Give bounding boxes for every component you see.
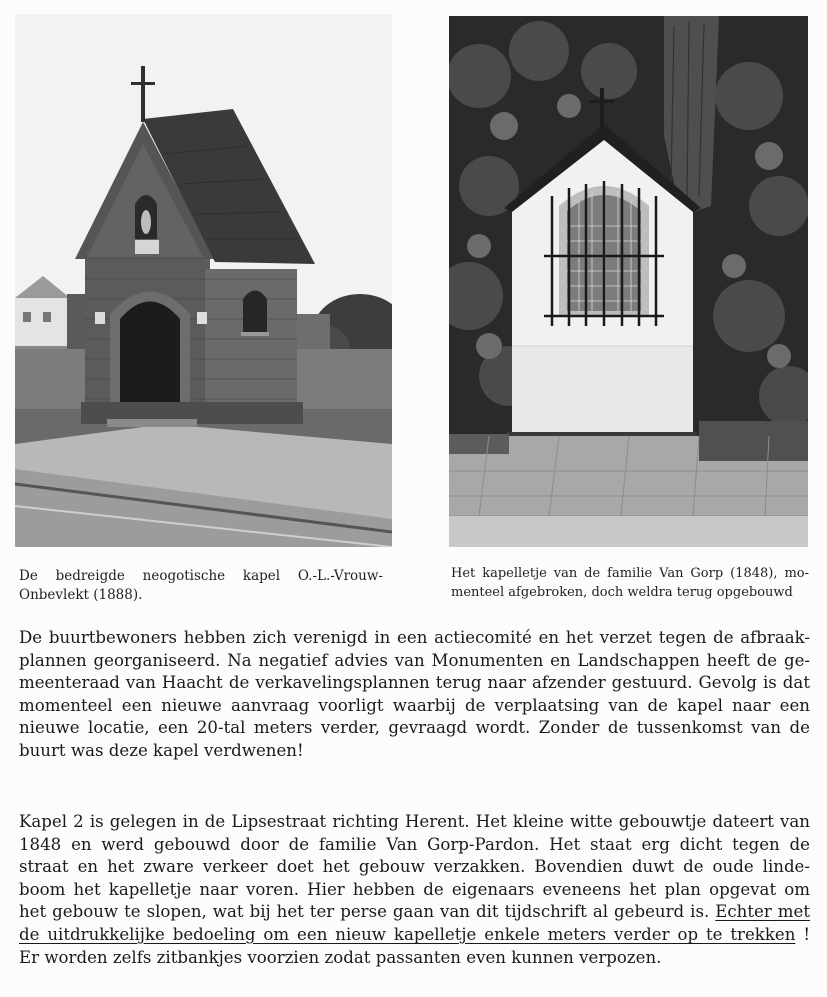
- photo-white-chapel: [449, 16, 808, 547]
- paragraph-line: nieuwe locatie, een 20-tal meters verder, gevraagd wordt. Zonder de tussenkomst van de: [19, 718, 810, 738]
- paragraph-line: meenteraad van Haacht de verkavelingsplannen terug naar afzender gestuurd. Gevolg is dat: [19, 673, 810, 693]
- paragraph-line: De buurtbewoners hebben zich verenigd in een actiecomité en het verzet tegen de afbraak-: [19, 628, 810, 647]
- underlined-text: de uitdrukkelijke bedoeling om een nieuw kapelletje enkele meters verder op te trekken: [19, 924, 796, 944]
- paragraph-line: 1848 en werd gebouwd door de familie Van Gorp-Pardon. Het staat erg dicht tegen de: [19, 834, 810, 854]
- paragraph-line: momenteel een nieuwe aanvraag voorligt waarbij de verplaatsing van de kapel naar een: [19, 695, 810, 715]
- paragraph-line: Er worden zelfs zitbankjes voorzien zodat passanten even kunnen verpozen.: [19, 947, 662, 967]
- paragraph-line: [19, 901, 810, 924]
- paragraph-line: straat en het zware verkeer doet het gebouw verzakken. Bovendien duwt de oude linde-: [19, 857, 810, 877]
- caption-right-line: Het kapelletje van de familie Van Gorp (1848), mo-: [451, 566, 809, 581]
- caption-left: [19, 567, 383, 605]
- caption-right: [451, 564, 809, 602]
- photo-brick-chapel: [15, 14, 392, 547]
- caption-right-line: menteel afgebroken, doch weldra terug opgebouwd: [451, 585, 793, 600]
- paragraph-line: plannen georganiseerd. Na negatief advies van Monumenten en Landschappen heeft de ge-: [19, 650, 810, 670]
- paragraph-text: het gebouw te slopen, wat bij het ter perse gaan van dit tijdschrift al gebeurd is.: [19, 902, 716, 922]
- caption-left-line: De bedreigde neogotische kapel O.-L.-Vrouw-: [19, 568, 383, 584]
- paragraph-line: Kapel 2 is gelegen in de Lipsestraat richting Herent. Het kleine witte gebouwtje dateert van: [19, 812, 810, 831]
- body-paragraph-2: [19, 811, 810, 969]
- paragraph-text: !: [795, 924, 810, 944]
- body-paragraph-1: [19, 627, 810, 763]
- paragraph-line: [19, 924, 810, 947]
- paragraph-line: boom het kapelletje naar voren. Hier hebben de eigenaars eveneens het plan opgevat om: [19, 879, 810, 899]
- paragraph-line: buurt was deze kapel verdwenen!: [19, 740, 304, 760]
- caption-left-line: Onbevlekt (1888).: [19, 587, 143, 603]
- underlined-text: Echter met: [715, 902, 810, 922]
